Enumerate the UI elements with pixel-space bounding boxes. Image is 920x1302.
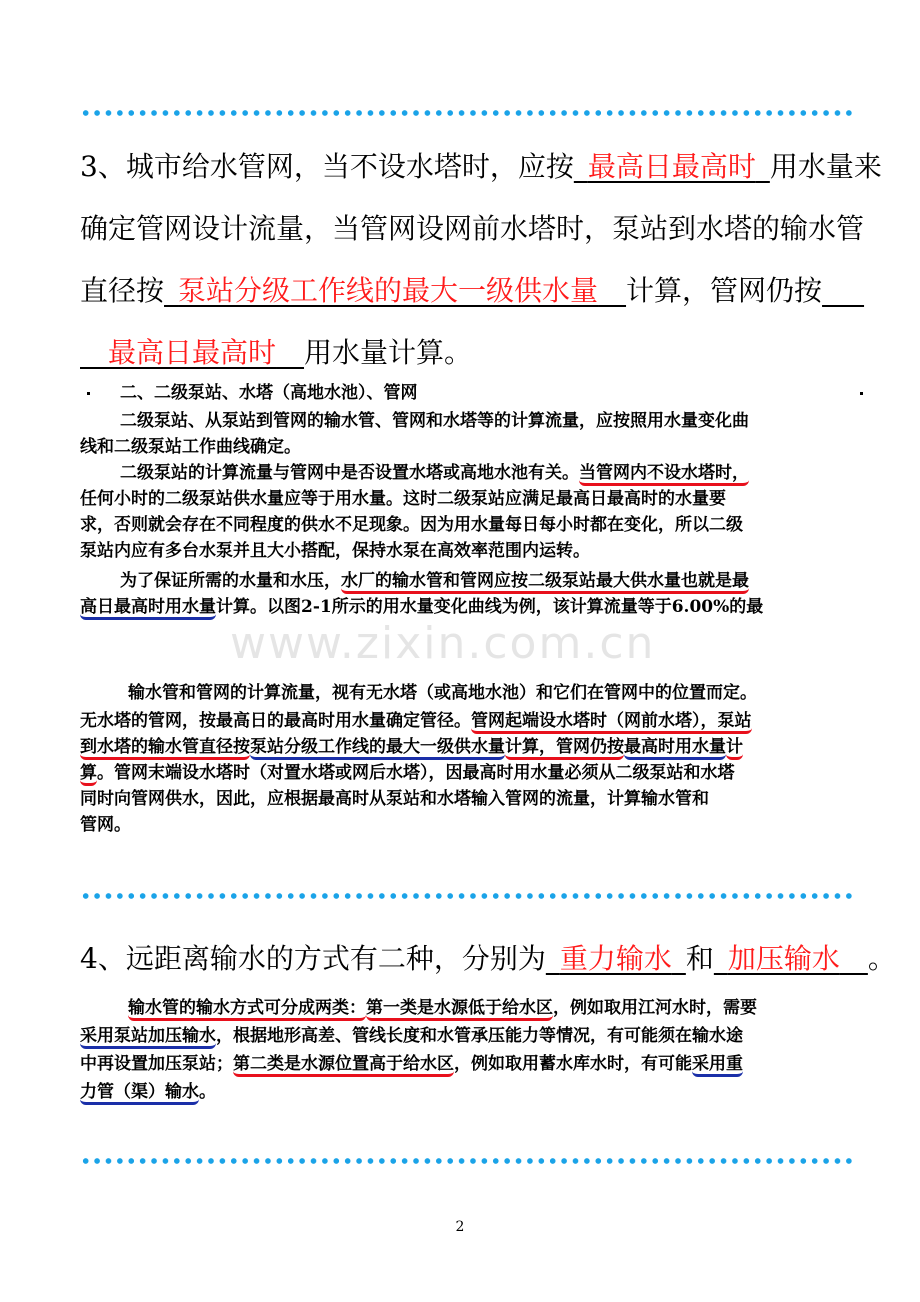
highlight-underline: 力管（渠）输水 (80, 1082, 199, 1105)
highlight-underline: 采用泵站加压输水 (80, 1026, 216, 1049)
highlight-underline: 第一类是水源低于给水区 (366, 998, 553, 1021)
watermark: www.zixin.com.cn (230, 618, 656, 669)
highlight-underline: 采用重 (692, 1054, 743, 1077)
highlight-underline: 泵站分级工作线的最大一级供水量 (250, 737, 505, 760)
question-3 (80, 136, 880, 384)
excerpt-transmission-main: 输水管和管网的计算流量，视有无水塔（或高地水池）和它们在管网中的位置而定。 无水塔的管网，按最高日的最高时用水量确定管径。管网起端设水塔时（网前水塔），泵站 到水塔的输水管直径按泵站分级工作线的最大一级供水量计算，管网仍按最高时用水量计 算。管网末端设水塔时（对置水塔或网后水塔），因最高时用水量必须从二级泵站和水塔 同时向管网供水，因此，应根据最高时从泵站和水塔输入管网的流量，计算输水管和 管网。 (80, 683, 757, 835)
question-4: 4、远距离输水的方式有二种，分别为 重力输水 和 加压输水 。 (80, 942, 896, 975)
page-number: 2 (455, 1219, 465, 1235)
separator-dots (80, 1158, 852, 1164)
excerpt-heading: 二、二级泵站、水塔（高地水池）、管网 (120, 383, 418, 403)
q3-line-2: 确定管网设计流量，当管网设网前水塔时，泵站到水塔的输水管 (80, 212, 865, 245)
answer-blank: 最高日最高时 (587, 150, 756, 183)
answer-blank: 加压输水 (727, 942, 840, 975)
highlight-underline: 第二类是水源位置高于给水区 (233, 1054, 454, 1077)
highlight-underline: 计 (726, 737, 743, 760)
excerpt-transmission-modes: 输水管的输水方式可分成两类：第一类是水源低于给水区，例如取用江河水时，需要 采用泵站加压输水，根据地形高差、管线长度和水管承压能力等情况，有可能须在输水途 中再设置加压泵站；第二类是水源位置高于给水区，例如取用蓄水库水时，有可能采用重 力管（渠）输水。 (80, 995, 880, 1105)
highlight-underline: 高日最高时用水量 (80, 597, 216, 620)
q3-line-1: 3、城市给水管网，当不设水塔时，应按 最高日最高时 用水量来 (80, 150, 882, 183)
excerpt-pump-station: 二、二级泵站、水塔（高地水池）、管网 二级泵站、从泵站到管网的输水管、管网和水塔等的计算流量，应按照用水量变化曲 线和二级泵站工作曲线确定。 二级泵站的计算流量与管网中是否设置水塔或高地水池有关。当管网内不设水塔时， 任何小时的二级泵站供水量应等于用水量。这时二级泵站应满足最高日最高时的水量要 求，否则就会存在不同程度的供水不足现象。因为用水量每日每小时都在变化，所以二级 泵站内应有多台水泵并且大小搭配，保持水泵在高效率范围内运转。 为了保证所需的水量和水压，水厂的输水管和管网应按二级泵站最大供水量也就是最 高日最高时用水量计算。以图2-1所示的用水量变化曲线为例，该计算流量等于6.00%的最 (80, 380, 880, 620)
highlight-underline: 到水塔的输水管直径按 (80, 737, 250, 760)
highlight-underline: 管网起端设水塔时（网前水塔），泵站 (471, 711, 752, 734)
highlight-underline: 当管网内不设水塔时， (579, 463, 749, 486)
separator-dots (80, 110, 852, 116)
highlight-underline: 计算，管网仍按 (505, 737, 624, 760)
q3-line-3: 直径按 泵站分级工作线的最大一级供水量 计算，管网仍按 (80, 274, 823, 307)
highlight-underline: 最高时用水量 (624, 737, 726, 760)
highlight-underline: 输水管的输水方式可分成两类： (128, 998, 366, 1021)
highlight-underline: 算 (80, 763, 97, 786)
answer-blank: 最高日最高时 (108, 336, 277, 369)
answer-blank: 泵站分级工作线的最大一级供水量 (178, 274, 599, 307)
q3-line-4: 最高日最高时 用水量计算。 (108, 336, 473, 369)
highlight-underline: 水厂的输水管和管网应按二级泵站最大供水量也就是最 (341, 571, 749, 594)
answer-blank: 重力输水 (559, 942, 672, 975)
separator-dots (80, 893, 852, 899)
